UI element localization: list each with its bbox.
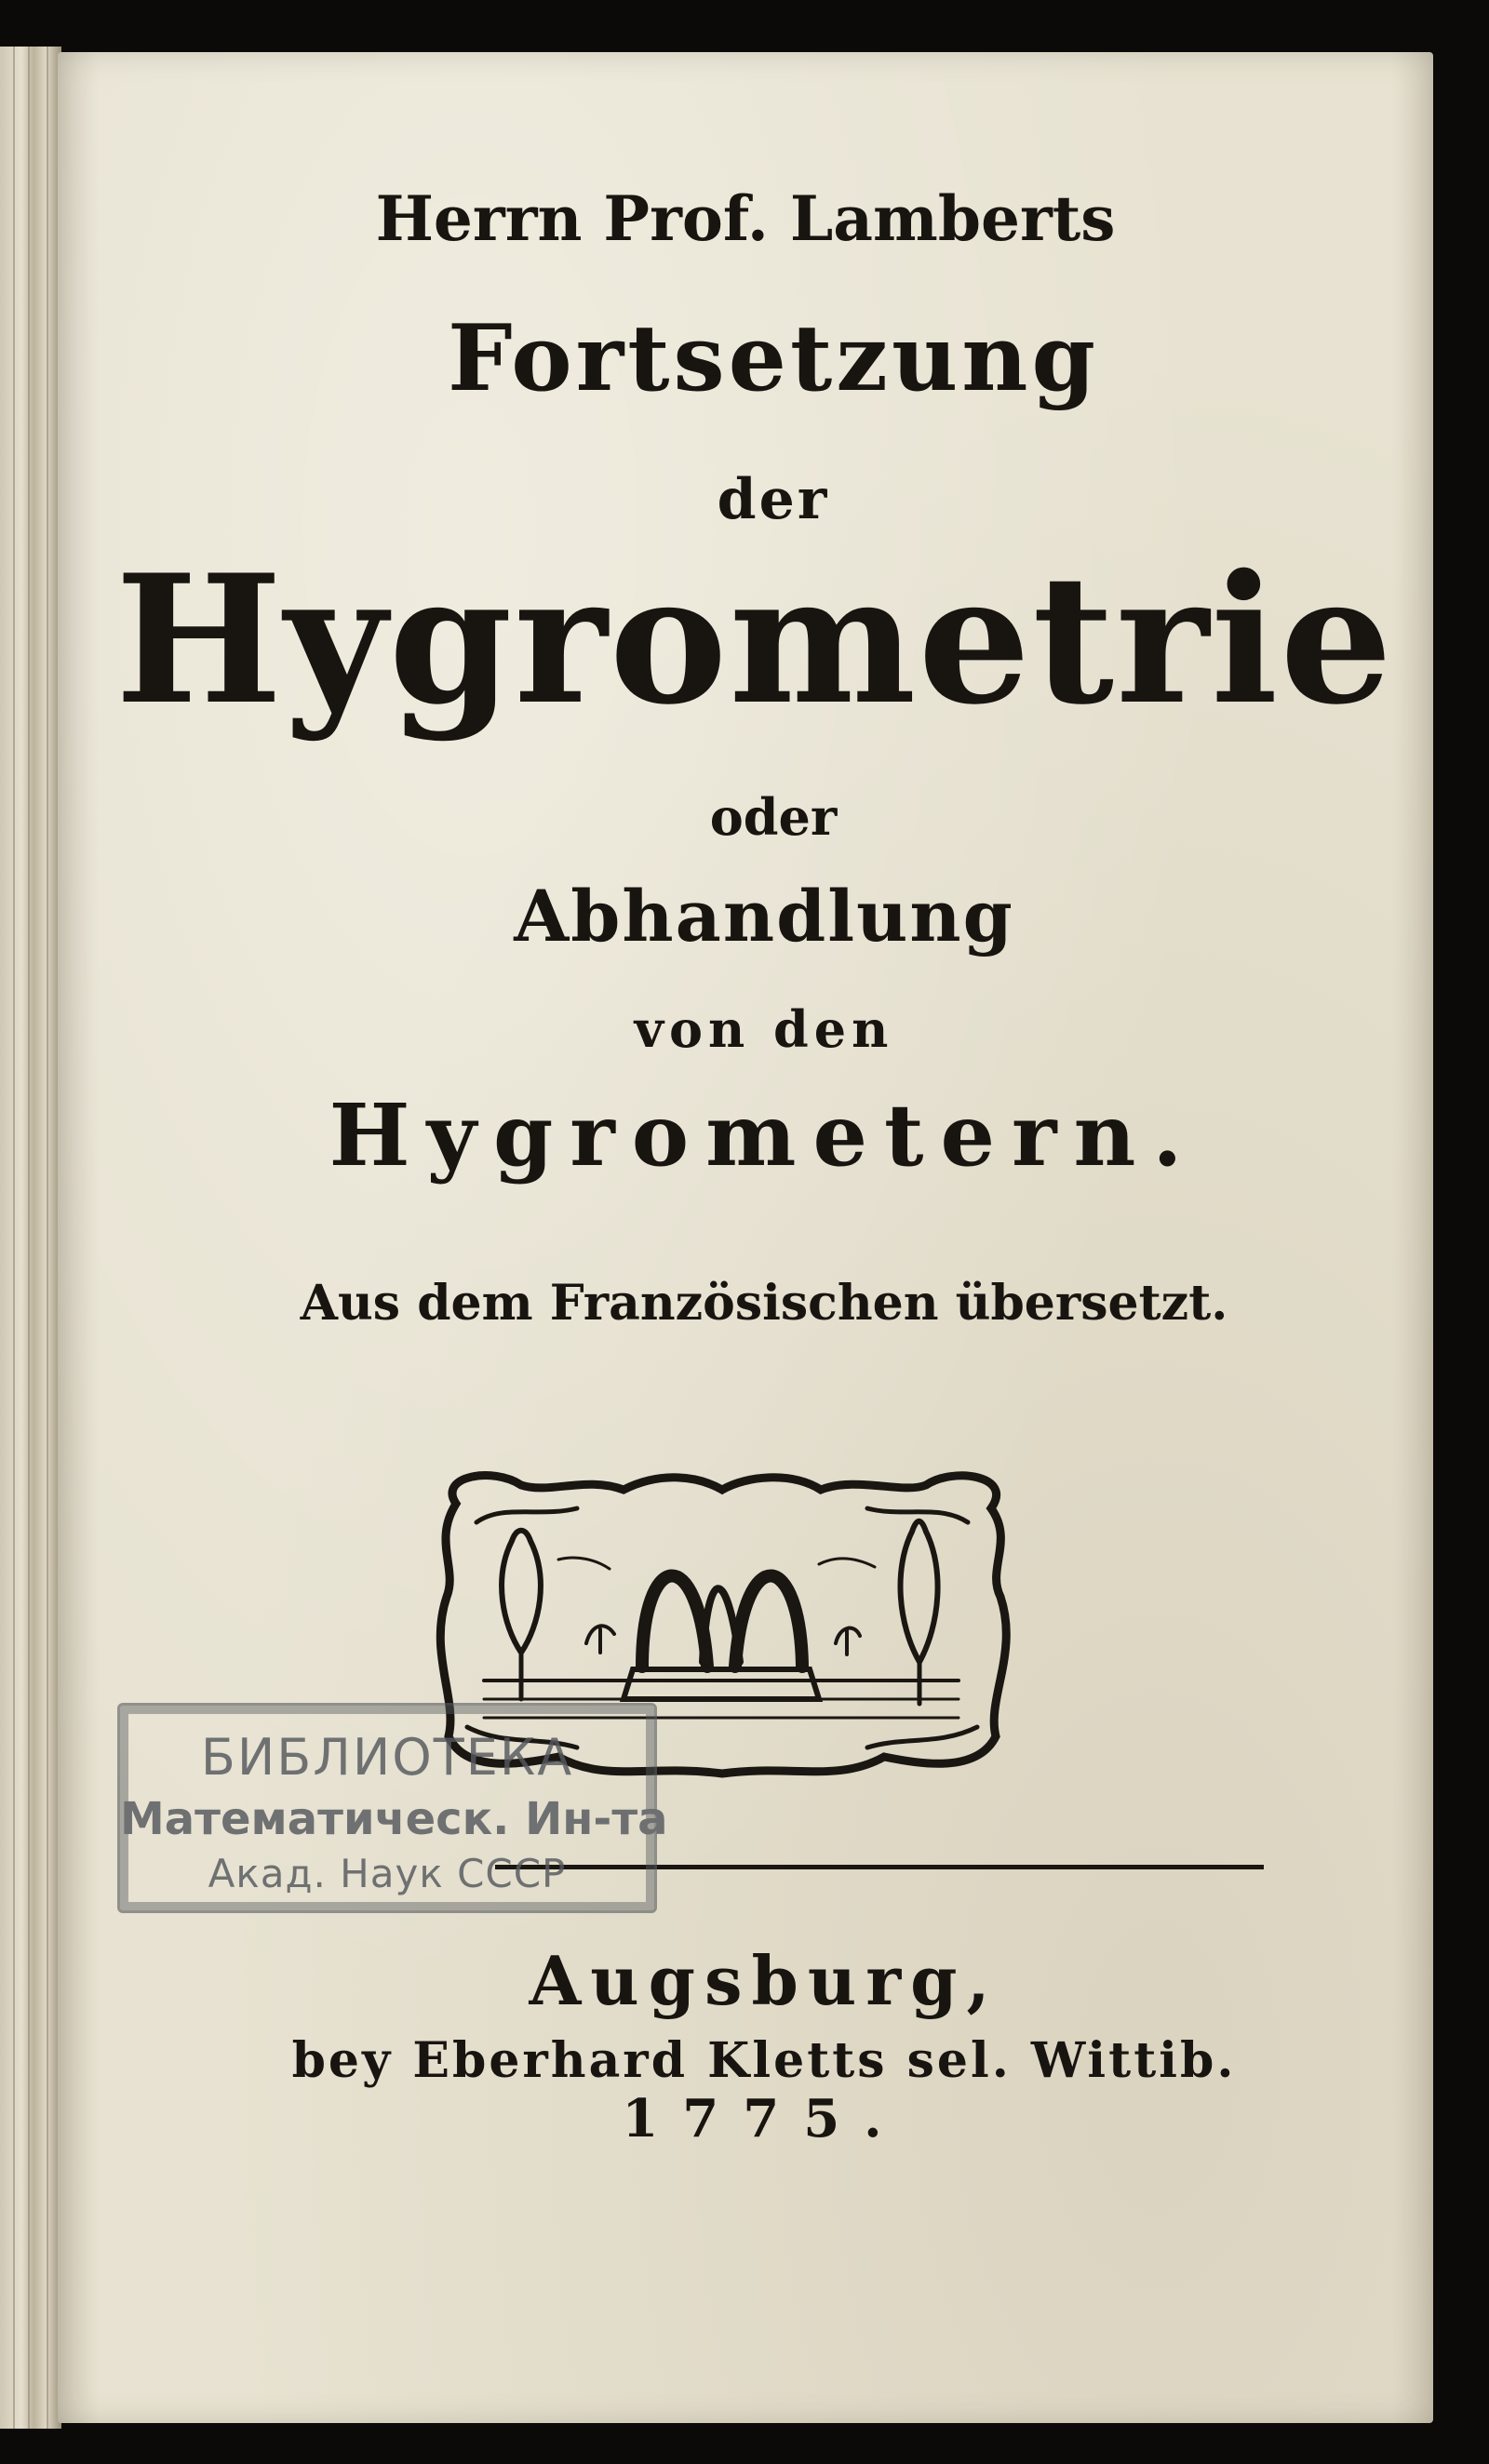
- imprint-publisher: bey Eberhard Kletts sel. Wittib.: [291, 2032, 1237, 2089]
- title-line-or: oder: [709, 787, 838, 847]
- main-title: Hygrometrie: [114, 536, 1395, 743]
- imprint-place: Augsburg,: [529, 1941, 999, 2020]
- translation-note: Aus dem Französischen übersetzt.: [300, 1275, 1228, 1332]
- title-page: [58, 52, 1433, 2423]
- subtitle-hygrometers: Hygrometern.: [329, 1085, 1200, 1185]
- book-edge: [0, 47, 61, 2429]
- title-line-continuation: Fortsetzung: [448, 305, 1099, 412]
- library-stamp: [117, 1703, 668, 1913]
- title-line-article: der: [717, 467, 830, 532]
- author-line: Herrn Prof. Lamberts: [375, 182, 1116, 255]
- subtitle-treatise: Abhandlung: [514, 875, 1014, 957]
- stamp-line-academy: Акад. Наук СССР: [208, 1851, 567, 1896]
- imprint-year: 1775.: [622, 2088, 906, 2149]
- stamp-line-institute: Математическ. Ин-та: [120, 1793, 668, 1845]
- subtitle-of-the: von den: [634, 999, 894, 1059]
- stamp-line-library: БИБЛИОТЕКА: [200, 1728, 574, 1787]
